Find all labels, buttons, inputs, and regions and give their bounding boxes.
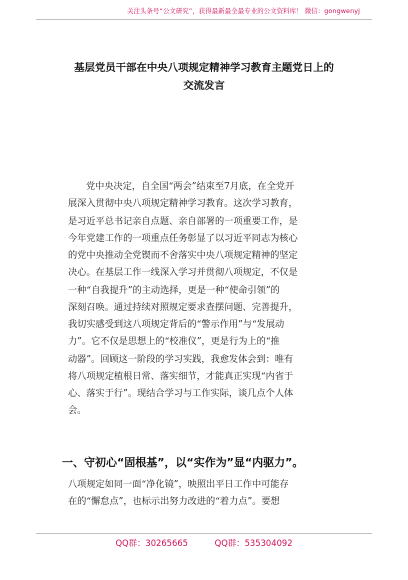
section-line: 在的“懈怠点”，也标示出努力改进的“着力点”。要想 bbox=[68, 496, 280, 508]
footer-qq-group-2: QQ群：535304092 bbox=[214, 538, 293, 548]
section-heading: 一、守初心“固根基”，以“实作为”显“内驱力”。 bbox=[62, 456, 304, 469]
paragraph-line: 党中央决定，自全国“两会”结束至7月底，在全党开 bbox=[86, 181, 295, 192]
paragraph-line: 我切实感受到这八项规定背后的“警示作用”与“发展动 bbox=[68, 319, 285, 330]
paragraph-line: 动器”。回顾这一阶段的学习实践，我愈发体会到：唯有 bbox=[68, 353, 294, 365]
section-paragraph bbox=[68, 476, 289, 511]
paragraph-line: 深刻召唤。通过持续对照规定要求查摆问题、完善提升， bbox=[68, 301, 298, 313]
footer bbox=[0, 537, 408, 549]
paragraph-line: 力”。它不仅是思想上的“校准仪”，更是行为上的“推 bbox=[68, 336, 280, 348]
paragraph-line: 一种“自我提升”的主动选择，更是一种“使命引领”的 bbox=[68, 284, 280, 296]
title-line-2: 交流发言 bbox=[183, 80, 225, 92]
paragraph-line: 心、落实于行”。现结合学习与工作实际，谈几点个人体 bbox=[68, 388, 294, 399]
paragraph-line: 将八项规定植根日常、落实细节，才能真正实现“内省于 bbox=[68, 370, 294, 382]
intro-paragraph bbox=[68, 178, 374, 420]
header-divider bbox=[36, 19, 372, 20]
section-line: 八项规定如同一面“净化镜”，映照出平日工作中可能存 bbox=[68, 479, 289, 490]
document-title bbox=[40, 59, 368, 95]
footer-qq-group-1: QQ群：30265665 bbox=[115, 538, 188, 548]
footer-divider bbox=[36, 533, 372, 534]
top-banner: 关注头条号“公文研究”，获得最新最全最专业的公文资料库！ 微信：gongwenyj bbox=[127, 7, 360, 15]
paragraph-line: 的党中央推动全党锲而不舍落实中央八项规定精神的坚定 bbox=[68, 250, 298, 261]
paragraph-line: 会。 bbox=[68, 405, 87, 417]
title-line-1: 基层党员干部在中央八项规定精神学习教育主题党日上的 bbox=[74, 62, 334, 74]
paragraph-line: 展深入贯彻中央八项规定精神学习教育。这次学习教育， bbox=[68, 198, 298, 210]
paragraph-line: 今年党建工作的一项重点任务彰显了以习近平同志为核心 bbox=[68, 232, 298, 244]
paragraph-line: 是习近平总书记亲自点题、亲自部署的一项重要工作，是 bbox=[68, 215, 298, 227]
paragraph-line: 决心。在基层工作一线深入学习并贯彻八项规定，不仅是 bbox=[68, 267, 298, 279]
